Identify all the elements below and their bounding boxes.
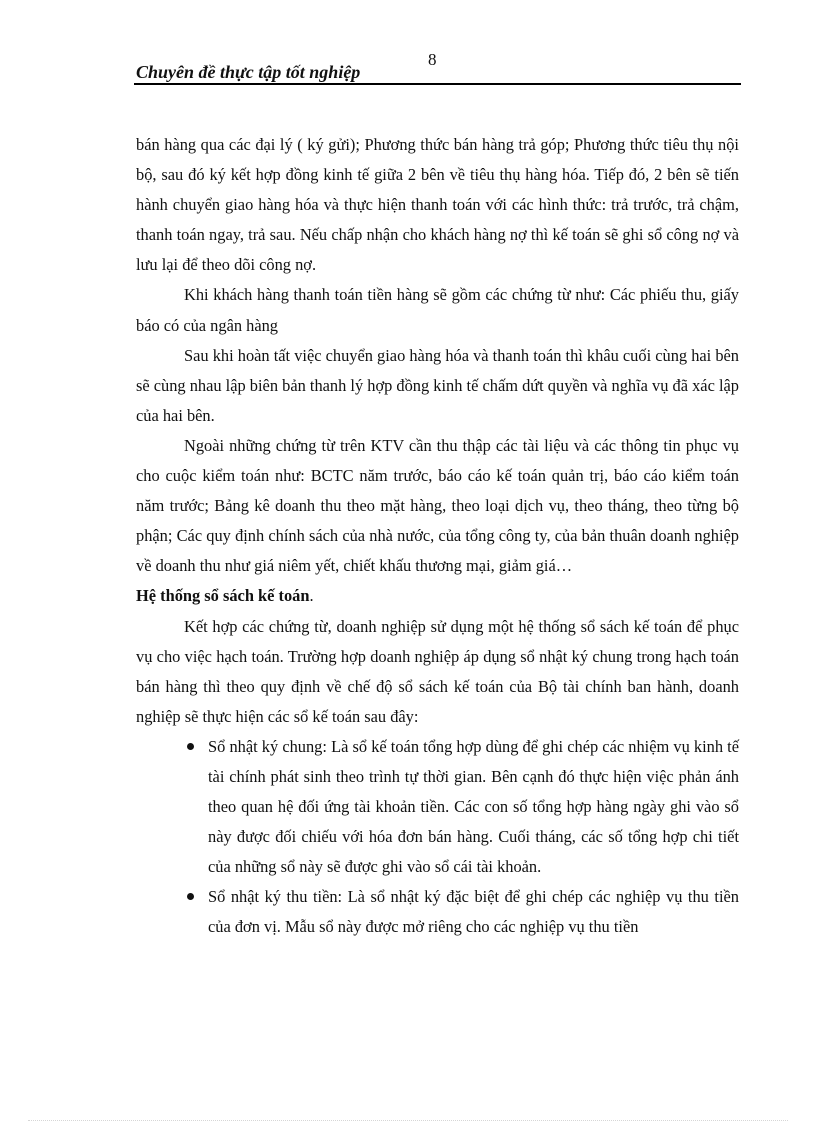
- page-bottom-divider: [28, 1120, 788, 1121]
- paragraph-contract-liquidation: Sau khi hoàn tất việc chuyển giao hàng hóa và thanh toán thì khâu cuối cùng hai bên sẽ cùng nhau lập biên bản thanh lý hợp đồng kinh tế chấm dứt quyền và nghĩa vụ đã xác lập của hai bên.: [136, 345, 739, 425]
- paragraph-continuation: bán hàng qua các đại lý ( ký gửi); Phương thức bán hàng trả góp; Phương thức tiêu thụ nội bộ, sau đó ký kết hợp đồng kinh tế giữa 2 bên về tiêu thụ hàng hóa. Tiếp đó, 2 bên sẽ tiến hành chuyển giao hàng hóa và thực hiện thanh toán với các hình thức: trả trước, trả chậm, thanh toán ngay, trả sau. Nếu chấp nhận cho khách hàng nợ thì kế toán sẽ ghi sổ công nợ và lưu lại để theo dõi công nợ.: [136, 135, 739, 275]
- page-number: 8: [428, 50, 437, 69]
- bullet-icon: [187, 893, 194, 900]
- list-item: [136, 882, 739, 942]
- ledger-list: [136, 732, 739, 943]
- list-item: [136, 732, 739, 882]
- header-divider: [134, 83, 741, 85]
- section-heading-suffix: .: [309, 586, 314, 606]
- paragraph-audit-materials: Ngoài những chứng từ trên KTV cần thu thập các tài liệu và các thông tin phục vụ cho cuộc kiểm toán như: BCTC năm trước, báo cáo kế toán quản trị, báo cáo kiểm toán năm trước; Bảng kê doanh thu theo mặt hàng, theo loại dịch vụ, theo tháng, theo từng bộ phận; Các quy định chính sách của nhà nước, của tổng công ty, của bản thuân doanh nghiệp về doanh thu như giá niêm yết, chiết khấu thương mại, giảm giá…: [136, 435, 739, 576]
- section-intro-paragraph: Kết hợp các chứng từ, doanh nghiệp sử dụng một hệ thống sổ sách kế toán để phục vụ cho việc hạch toán. Trường hợp doanh nghiệp áp dụng sổ nhật ký chung trong hạch toán bán hàng thì theo quy định về chế độ sổ sách kế toán của Bộ tài chính ban hành, doanh nghiệp sẽ thực hiện các sổ kế toán sau đây:: [136, 616, 739, 726]
- paragraph-payment-documents: Khi khách hàng thanh toán tiền hàng sẽ gồm các chứng từ như: Các phiếu thu, giấy báo có của ngân hàng: [136, 285, 739, 335]
- list-item-text: Sổ nhật ký thu tiền: Là sổ nhật ký đặc biệt để ghi chép các nghiệp vụ thu tiền của đơn vị. Mẫu sổ này được mở riêng cho các nghiệp vụ thu tiền: [208, 887, 739, 937]
- bullet-icon: [187, 743, 194, 750]
- document-header-title: Chuyên đề thực tập tốt nghiệp: [136, 62, 361, 82]
- list-item-text: Sổ nhật ký chung: Là sổ kế toán tổng hợp dùng để ghi chép các nhiệm vụ kinh tế tài chính phát sinh theo trình tự thời gian. Bên cạnh đó thực hiện việc phản ánh theo quan hệ đối ứng tài khoản tiền. Các con số tổng hợp hàng ngày ghi vào sổ này được đối chiếu với hóa đơn bán hàng. Cuối tháng, các số tổng hợp chi tiết của những sổ này sẽ được ghi vào sổ cái tài khoản.: [208, 736, 739, 877]
- document-body: [136, 130, 739, 943]
- section-heading: [136, 581, 739, 611]
- section-heading-text: Hệ thống sổ sách kế toán: [136, 586, 310, 606]
